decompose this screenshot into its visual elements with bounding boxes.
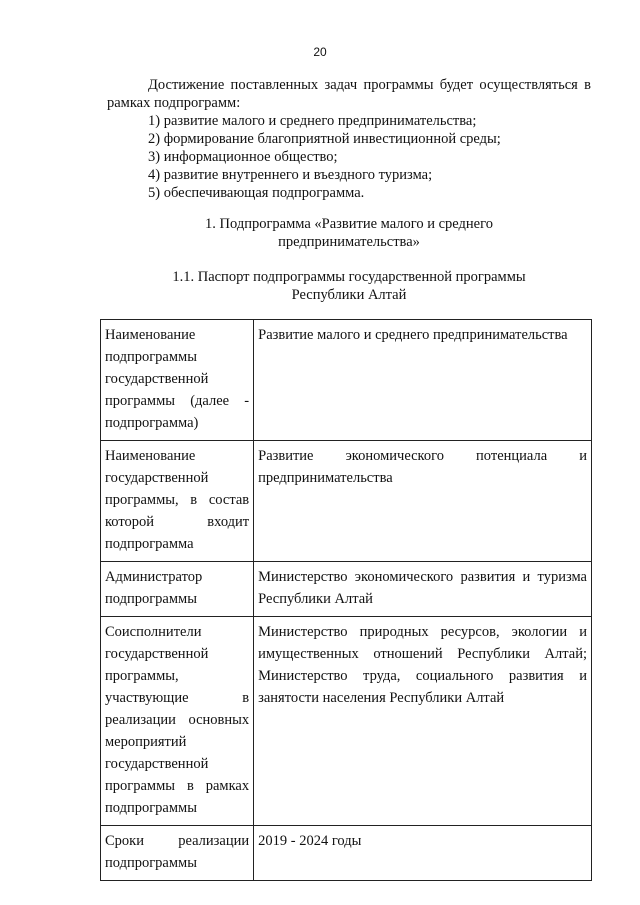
- row-value: Министерство природных ресурсов, экологии и имущественных отношений Республики Алтай; Министерство труда, социального развития и занятости населения Республики Алтай: [254, 617, 592, 826]
- intro-paragraph: Достижение поставленных задач программы будет осуществляться в рамках подпрограмм:: [107, 77, 591, 111]
- passport-heading: [107, 268, 591, 304]
- row-value: 2019 - 2024 годы: [254, 826, 592, 881]
- subprogram-list-item: 4) развитие внутреннего и въездного туризма;: [148, 167, 433, 183]
- row-value: Развитие малого и среднего предпринимательства: [254, 320, 592, 441]
- subprogram-list-item: 2) формирование благоприятной инвестиционной среды;: [148, 131, 501, 147]
- subprogram-list-item: 1) развитие малого и среднего предпринимательства;: [148, 113, 477, 129]
- table-row: [101, 617, 592, 826]
- subprogram-heading: [107, 215, 591, 251]
- subprogram-list-item: 5) обеспечивающая подпрограмма.: [148, 185, 365, 201]
- table-row: [101, 320, 592, 441]
- subprogram-heading-line: предпринимательства»: [278, 234, 420, 250]
- passport-heading-line: 1.1. Паспорт подпрограммы государственной программы: [172, 269, 526, 285]
- row-label: Соисполнители государственной программы, участвующие в реализации основных мероприятий государственной программы в рамках подпрограммы: [101, 617, 254, 826]
- row-label: Сроки реализации подпрограммы: [101, 826, 254, 881]
- row-label: Наименование подпрограммы государственной программы (далее - подпрограмма): [101, 320, 254, 441]
- row-value: Развитие экономического потенциала и предпринимательства: [254, 441, 592, 562]
- subprogram-list-item: 3) информационное общество;: [148, 149, 338, 165]
- row-label: Наименование государственной программы, в состав которой входит подпрограмма: [101, 441, 254, 562]
- subprogram-heading-line: 1. Подпрограмма «Развитие малого и среднего: [205, 216, 493, 232]
- table-row: [101, 441, 592, 562]
- table-row: [101, 562, 592, 617]
- row-label: Администратор подпрограммы: [101, 562, 254, 617]
- row-value: Министерство экономического развития и туризма Республики Алтай: [254, 562, 592, 617]
- passport-heading-line: Республики Алтай: [291, 287, 407, 303]
- intro-section: [107, 76, 591, 202]
- table-row: [101, 826, 592, 881]
- passport-table: [100, 319, 592, 881]
- page-number: 20: [313, 45, 327, 59]
